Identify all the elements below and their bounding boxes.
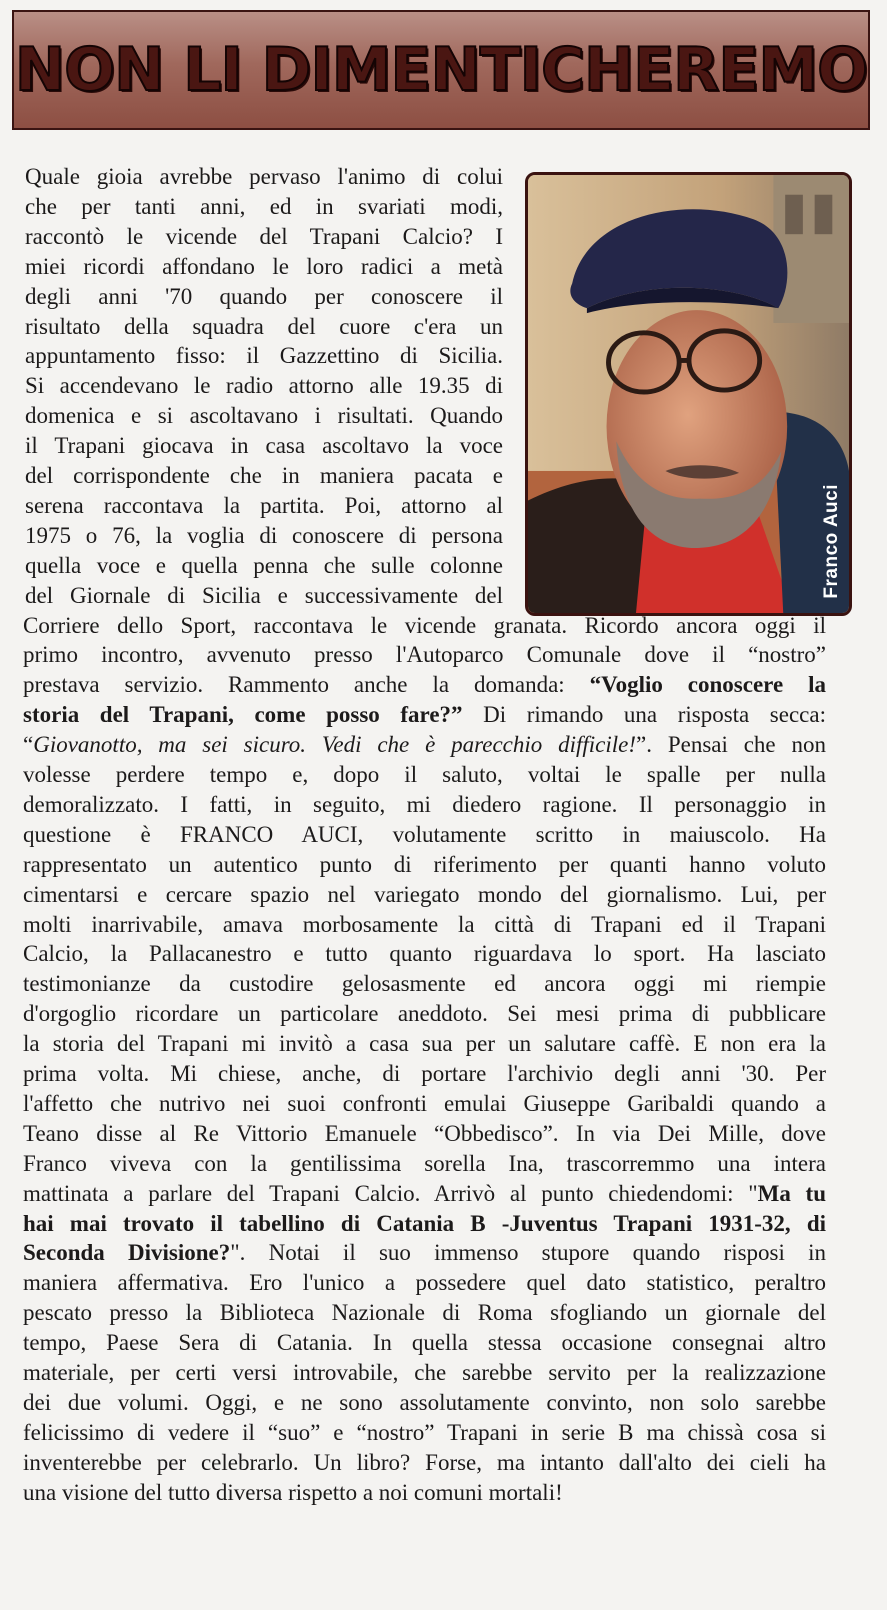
text-segment: del corrispondente che in maniera pacata e	[25, 463, 503, 488]
article-line	[23, 850, 826, 880]
article-line	[25, 491, 503, 521]
text-segment: d'orgoglio ricordare un particolare aneddoto. Sei mesi prima di pubblicare	[23, 1001, 826, 1027]
article-line	[23, 1328, 826, 1358]
text-segment: maniera affermativa. Ero l'unico a possedere quel dato statistico, peraltro	[23, 1270, 826, 1296]
text-segment: 1975 o 76, la voglia di conoscere di persona	[25, 522, 503, 548]
article-line	[23, 1448, 826, 1478]
text-segment: rappresentato un autentico punto di riferimento per quanti hanno voluto	[23, 851, 826, 877]
article-line	[23, 1478, 826, 1508]
text-segment: ". Notai il suo immenso stupore quando risposi in	[230, 1240, 826, 1266]
text-segment: demoralizzato. I fatti, in seguito, mi diedero ragione. Il personaggio in	[23, 791, 826, 817]
text-segment: volesse perdere tempo e, dopo il saluto, voltai le spalle per nulla	[23, 762, 826, 787]
article-line	[25, 282, 503, 312]
article-line	[23, 1268, 826, 1298]
article-line	[23, 1209, 826, 1239]
article-line	[23, 939, 826, 969]
article-line	[23, 1029, 826, 1059]
text-segment: mattinata a parlare del Trapani Calcio. Arrivò al punto chiedendomi: "	[23, 1180, 758, 1206]
text-segment: Si accendevano le radio attorno alle 19.35 di	[25, 373, 503, 399]
text-segment: pescato presso la Biblioteca Nazionale di Roma sfogliando un giornale del	[23, 1300, 826, 1326]
portrait-photo	[525, 172, 852, 616]
text-segment: materiale, per certi versi introvabile, che sarebbe servito per la realizzazione	[23, 1360, 826, 1385]
article-line	[23, 1119, 826, 1149]
article-line	[25, 371, 503, 401]
article-line	[25, 192, 503, 222]
article-line	[23, 999, 826, 1029]
article-line	[23, 1418, 826, 1448]
text-segment: che per tanti anni, ed in svariati modi,	[25, 193, 503, 219]
text-segment: domenica e si ascoltavano i risultati. Quando	[25, 403, 503, 429]
article-line	[25, 341, 503, 371]
article-line	[25, 521, 503, 551]
photo-caption: Franco Auci	[821, 484, 842, 599]
text-segment: Ma tu	[757, 1180, 826, 1206]
article-line	[23, 880, 826, 910]
article-line	[23, 730, 826, 760]
article-line	[25, 431, 503, 461]
text-segment: storia del Trapani, come posso fare?”	[23, 702, 463, 728]
article-line	[23, 611, 826, 641]
article-line	[25, 401, 503, 431]
article-line	[25, 252, 503, 282]
text-segment: Giovanotto, ma sei sicuro. Vedi che è parecchio difficile!	[33, 732, 637, 758]
text-segment: del Giornale di Sicilia e successivamente del	[25, 582, 503, 608]
text-segment: il Trapani giocava in casa ascoltavo la voce	[25, 433, 503, 459]
article-line	[23, 1238, 826, 1268]
article-line	[23, 1358, 826, 1388]
article-line	[25, 551, 503, 581]
article-line	[23, 790, 826, 820]
text-segment: prestava servizio. Rammento anche la domanda:	[23, 672, 590, 698]
text-segment: Corriere dello Sport, raccontava le vicende granata. Ricordo ancora oggi il	[23, 612, 826, 638]
text-segment: la storia del Trapani mi invitò a casa sua per un salutare caffè. E non era la	[23, 1031, 826, 1057]
text-segment: questione è FRANCO AUCI, volutamente scritto in maiuscolo. Ha	[23, 821, 826, 847]
text-segment: dei due volumi. Oggi, e ne sono assolutamente convinto, non solo sarebbe	[23, 1389, 826, 1415]
text-segment: Quale gioia avrebbe pervaso l'animo di colui	[25, 164, 503, 189]
article-line	[25, 312, 503, 342]
text-segment: tempo, Paese Sera di Catania. In quella stessa occasione consegnai altro	[23, 1330, 826, 1356]
article-line	[23, 1298, 826, 1328]
article-line	[25, 581, 503, 611]
text-segment: l'affetto che nutrivo nei suoi confronti emulai Giuseppe Garibaldi quando a	[23, 1090, 826, 1116]
text-segment: primo incontro, avvenuto presso l'Autoparco Comunale dove il “nostro”	[23, 642, 826, 668]
article-line	[23, 969, 826, 999]
text-segment: degli anni '70 quando per conoscere il	[25, 283, 503, 309]
article-line	[23, 820, 826, 850]
article-line	[23, 1089, 826, 1119]
article-line	[23, 670, 826, 700]
article-line	[25, 461, 503, 491]
article-line	[23, 700, 826, 730]
text-segment: ”. Pensai che non	[636, 732, 826, 758]
article-line	[25, 162, 503, 192]
text-segment: serena raccontava la partita. Poi, attorno al	[25, 492, 503, 518]
text-segment: hai mai trovato il tabellino di Catania B -Juventus Trapani 1931-32, di	[23, 1210, 826, 1236]
text-segment: Franco viveva con la gentilissima sorella Ina, trascorremmo una intera	[23, 1150, 826, 1176]
text-segment: prima volta. Mi chiese, anche, di portare l'archivio degli anni '30. Per	[23, 1061, 826, 1086]
text-segment: raccontò le vicende del Trapani Calcio? I	[25, 223, 503, 249]
text-segment: una visione del tutto diversa rispetto a noi comuni mortali!	[23, 1479, 563, 1505]
text-segment: testimonianze da custodire gelosasmente ed ancora oggi mi riempie	[23, 971, 826, 997]
text-segment: appuntamento fisso: il Gazzettino di Sicilia.	[25, 343, 503, 369]
text-segment: quella voce e quella penna che sulle colonne	[25, 552, 503, 578]
article-line	[23, 1388, 826, 1418]
text-segment: molti inarrivabile, amava morbosamente la città di Trapani ed il Trapani	[23, 911, 826, 937]
article-line	[23, 1059, 826, 1089]
text-segment: Seconda Divisione?	[23, 1240, 231, 1266]
text-segment: inventerebbe per celebrarlo. Un libro? Forse, ma intanto dall'alto dei cieli ha	[23, 1449, 826, 1475]
text-segment: felicissimo di vedere il “suo” e “nostro” Trapani in serie B ma chissà cosa si	[23, 1419, 826, 1445]
text-segment: Di rimando una risposta secca:	[462, 702, 826, 728]
title-banner	[12, 10, 870, 130]
article-line	[23, 760, 826, 790]
article-line	[23, 910, 826, 940]
text-segment: “	[23, 732, 34, 758]
article-line	[25, 222, 503, 252]
portrait-illustration	[528, 175, 849, 613]
text-segment: cimentarsi e cercare spazio nel variegato mondo del giornalismo. Lui, per	[23, 881, 826, 907]
page-title: NON LI DIMENTICHEREMO	[14, 35, 868, 105]
article-line	[23, 640, 826, 670]
article-line	[23, 1179, 826, 1209]
article-line	[23, 1149, 826, 1179]
text-segment: risultato della squadra del cuore c'era un	[25, 313, 503, 339]
text-segment: Teano disse al Re Vittorio Emanuele “Obbedisco”. In via Dei Mille, dove	[23, 1120, 826, 1146]
text-segment: miei ricordi affondano le loro radici a metà	[25, 253, 503, 279]
text-segment: Calcio, la Pallacanestro e tutto quanto riguardava lo sport. Ha lasciato	[23, 941, 826, 967]
text-segment: “Voglio conoscere la	[589, 672, 826, 698]
